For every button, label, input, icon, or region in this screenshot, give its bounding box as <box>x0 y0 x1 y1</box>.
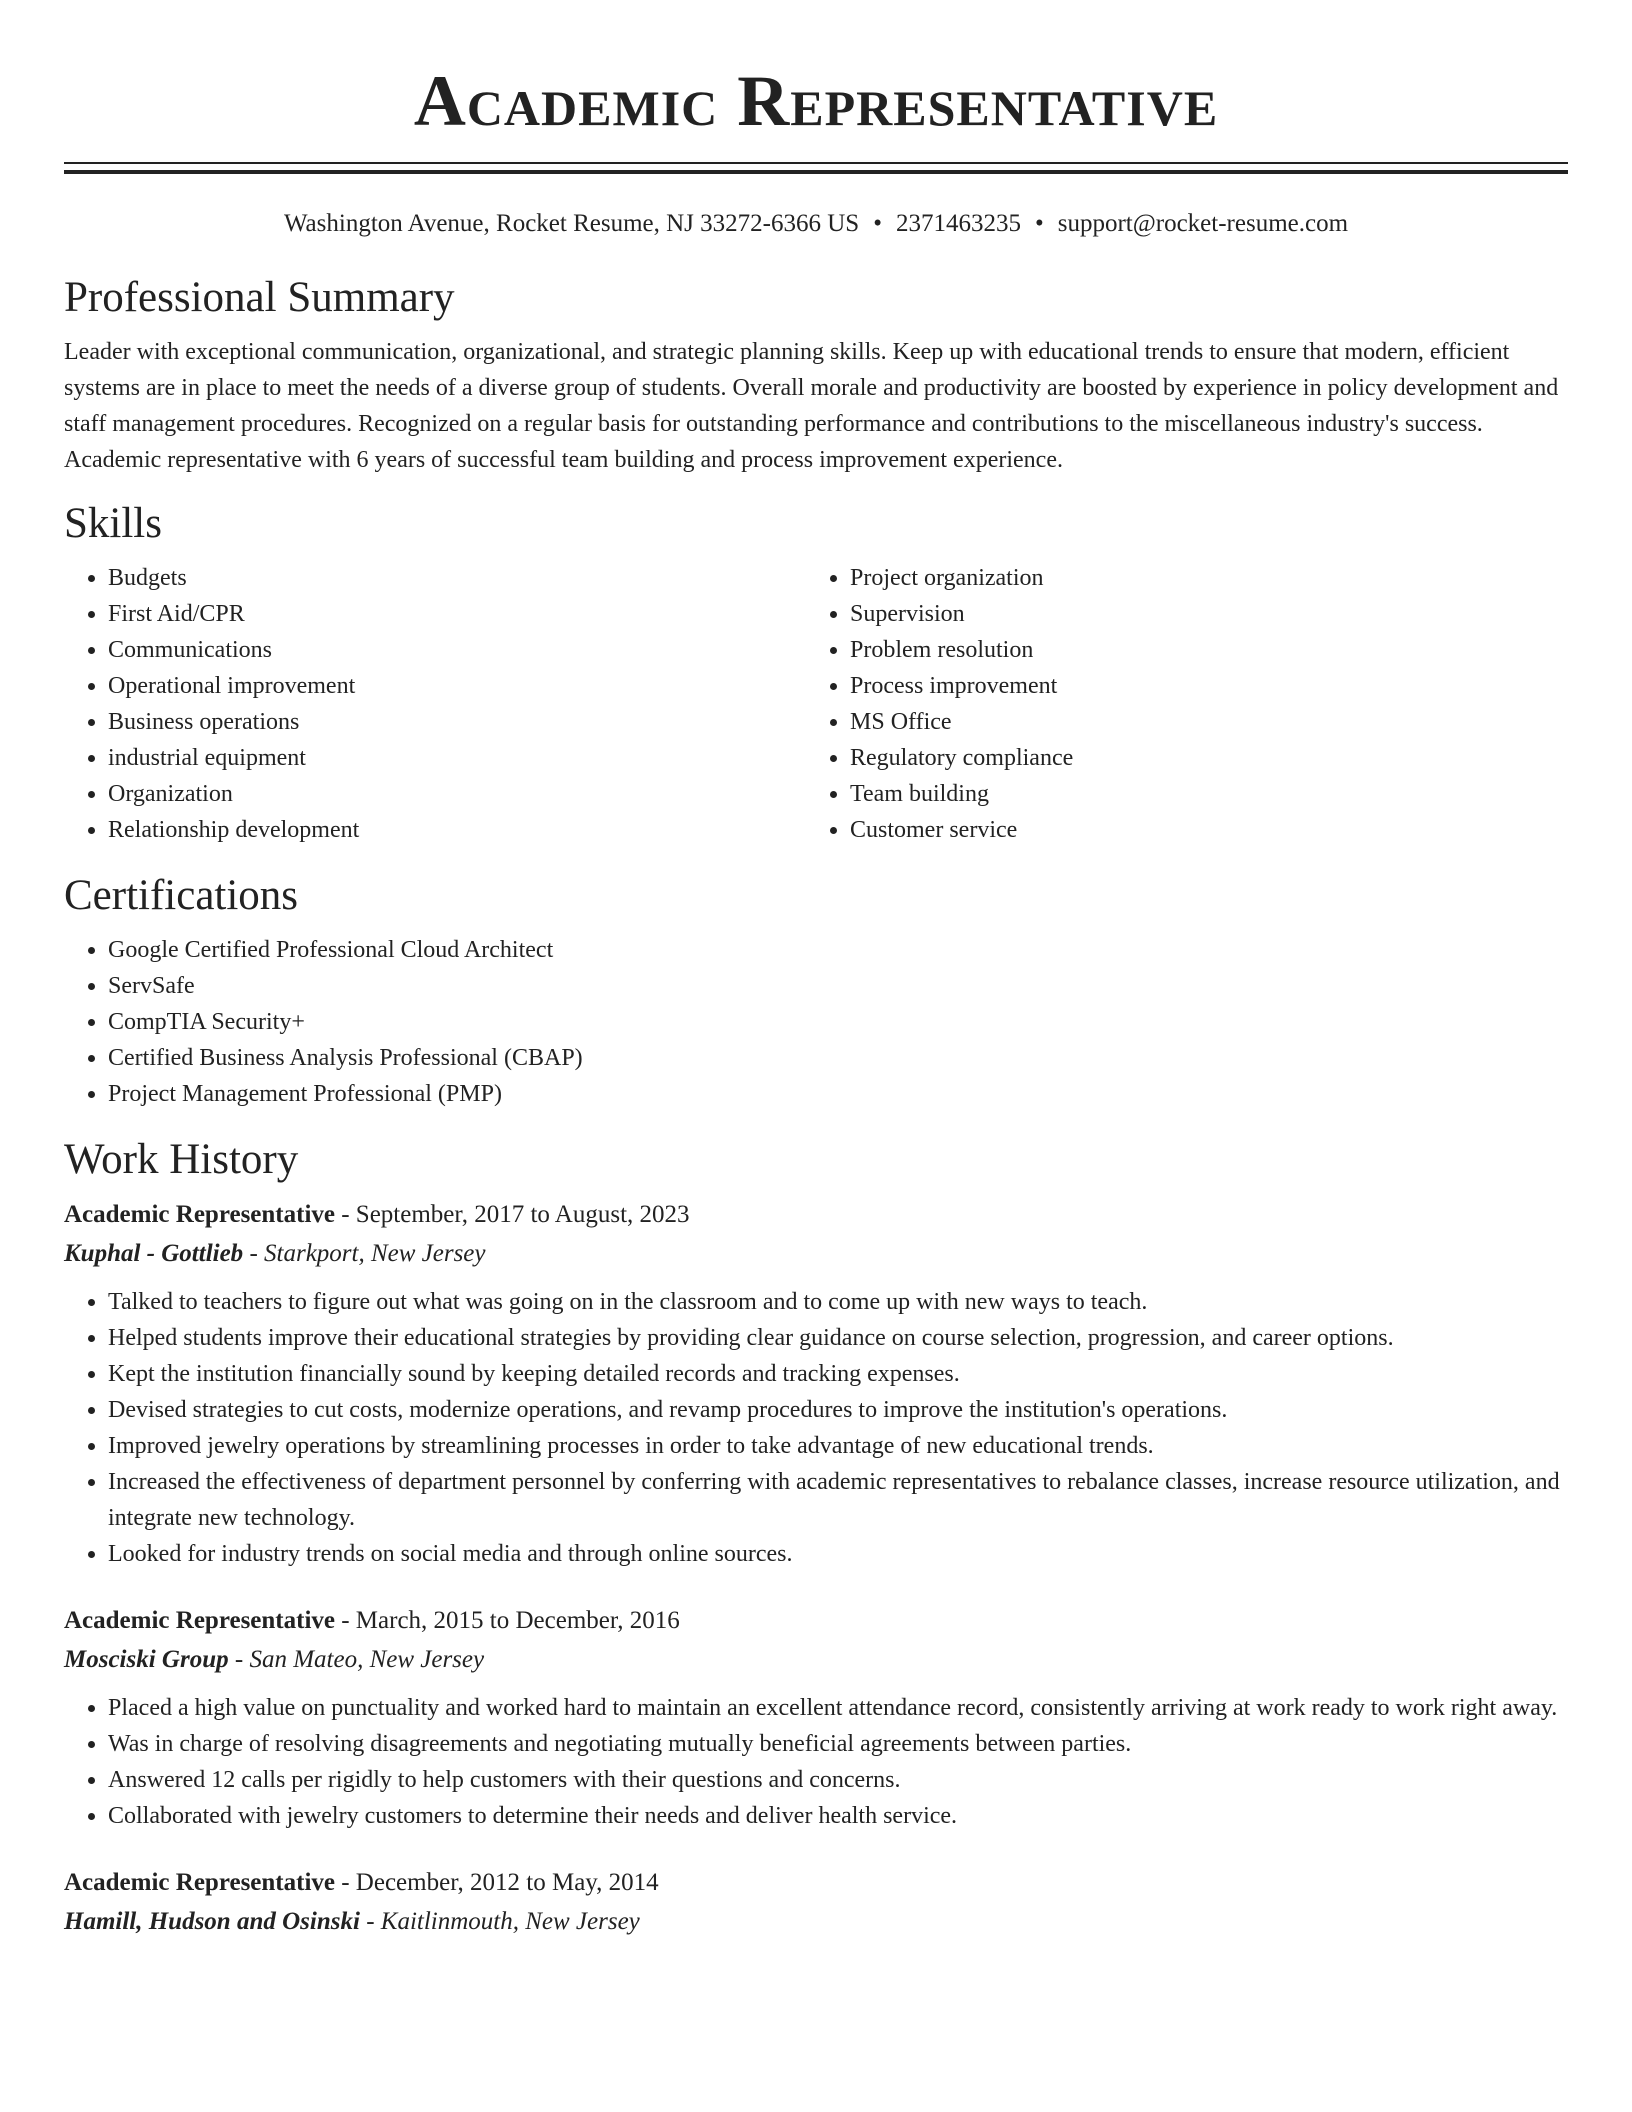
job-header <box>64 1196 1568 1234</box>
skills-column-left <box>64 560 806 848</box>
work-history-heading: Work History <box>64 1136 299 1183</box>
skills-columns <box>64 560 1568 848</box>
skill-item: • MS Office <box>850 704 1548 740</box>
job-entry <box>64 1864 1568 1942</box>
skills-list-right <box>806 560 1548 848</box>
skills-column-right <box>806 560 1548 848</box>
certifications-list <box>64 932 1568 1112</box>
job-location: - San Mateo, New Jersey <box>228 1646 485 1673</box>
job-company: Kuphal - Gottlieb <box>64 1240 244 1267</box>
skill-item: • Customer service <box>850 812 1548 848</box>
job-company: Mosciski Group <box>64 1646 229 1673</box>
job-title: Academic Representative <box>64 1869 335 1896</box>
job-employer <box>64 1234 1568 1274</box>
summary-heading: Professional Summary <box>64 274 455 321</box>
certification-item: • CompTIA Security+ <box>108 1004 1568 1040</box>
skill-item: • Relationship development <box>108 812 806 848</box>
job-entry <box>64 1602 1568 1834</box>
skills-heading: Skills <box>64 500 162 547</box>
job-entry <box>64 1196 1568 1572</box>
skill-item: • Regulatory compliance <box>850 740 1548 776</box>
job-bullet: • Helped students improve their educational strategies by providing clear guidance on course selection, progression, and career options. <box>108 1320 1568 1356</box>
skill-item: • Project organization <box>850 560 1548 596</box>
skill-item: • Problem resolution <box>850 632 1548 668</box>
job-bullet: • Was in charge of resolving disagreements and negotiating mutually beneficial agreements between parties. <box>108 1726 1568 1762</box>
contact-email: support@rocket-resume.com <box>1057 210 1349 237</box>
job-bullets <box>64 1284 1568 1572</box>
job-bullet: • Improved jewelry operations by streamlining processes in order to take advantage of new educational trends. <box>108 1428 1568 1464</box>
skills-list-left <box>64 560 806 848</box>
skill-item: • Communications <box>108 632 806 668</box>
skill-item: • Business operations <box>108 704 806 740</box>
certifications-heading: Certifications <box>64 872 299 919</box>
summary-text: Leader with exceptional communication, organizational, and strategic planning skills. Keep up with educational trends to ensure that modern, efficient systems are in place to meet the needs of a diverse group of students. Overall morale and productivity are boosted by experience in policy development and staff management procedures. Recognized on a regular basis for outstanding performance and contributions to the miscellaneous industry's success. Academic representative with 6 years of successful team building and process improvement experience. <box>64 339 1559 473</box>
job-company: Hamill, Hudson and Osinski <box>64 1908 360 1935</box>
job-title: Academic Representative <box>64 1607 335 1634</box>
header-double-rule <box>64 162 1568 174</box>
job-title: Academic Representative <box>64 1201 335 1228</box>
job-bullet: • Looked for industry trends on social media and through online sources. <box>108 1536 1568 1572</box>
skill-item: • industrial equipment <box>108 740 806 776</box>
job-location: - Kaitlinmouth, New Jersey <box>359 1908 640 1935</box>
job-bullet: • Kept the institution financially sound by keeping detailed records and tracking expenses. <box>108 1356 1568 1392</box>
job-header <box>64 1864 1568 1902</box>
job-employer <box>64 1640 1568 1680</box>
skill-item: • Budgets <box>108 560 806 596</box>
job-bullet: • Collaborated with jewelry customers to determine their needs and deliver health service. <box>108 1798 1568 1834</box>
job-dates: - March, 2015 to December, 2016 <box>334 1607 680 1634</box>
contact-separator: • <box>1034 210 1044 237</box>
contact-line <box>64 208 1568 240</box>
job-bullet: • Increased the effectiveness of department personnel by conferring with academic representatives to rebalance classes, increase resource utilization, and integrate new technology. <box>108 1464 1568 1536</box>
skill-item: • Team building <box>850 776 1548 812</box>
skill-item: • Operational improvement <box>108 668 806 704</box>
contact-separator: • <box>873 210 882 237</box>
contact-address: Washington Avenue, Rocket Resume, NJ 33272-6366 US <box>283 210 860 237</box>
job-bullet: • Talked to teachers to figure out what was going on in the classroom and to come up with new ways to teach. <box>108 1284 1568 1320</box>
skill-item: • First Aid/CPR <box>108 596 806 632</box>
certification-item: • Google Certified Professional Cloud Architect <box>108 932 1568 968</box>
certification-item: • Project Management Professional (PMP) <box>108 1076 1568 1112</box>
job-location: - Starkport, New Jersey <box>243 1240 486 1267</box>
job-dates: - September, 2017 to August, 2023 <box>334 1201 690 1228</box>
job-bullets <box>64 1690 1568 1834</box>
certification-item: • Certified Business Analysis Professional (CBAP) <box>108 1040 1568 1076</box>
skill-item: • Process improvement <box>850 668 1548 704</box>
job-header <box>64 1602 1568 1640</box>
job-bullet: • Devised strategies to cut costs, modernize operations, and revamp procedures to improve the institution's operations. <box>108 1392 1568 1428</box>
job-employer <box>64 1902 1568 1942</box>
skill-item: • Organization <box>108 776 806 812</box>
job-bullet: • Placed a high value on punctuality and worked hard to maintain an excellent attendance record, consistently arriving at work ready to work right away. <box>108 1690 1568 1726</box>
contact-phone: 2371463235 <box>895 210 1021 237</box>
skill-item: • Supervision <box>850 596 1548 632</box>
certification-item: • ServSafe <box>108 968 1568 1004</box>
job-dates: - December, 2012 to May, 2014 <box>334 1869 659 1896</box>
resume-name: Academic Representative <box>413 61 1219 141</box>
job-bullet: • Answered 12 calls per rigidly to help customers with their questions and concerns. <box>108 1762 1568 1798</box>
